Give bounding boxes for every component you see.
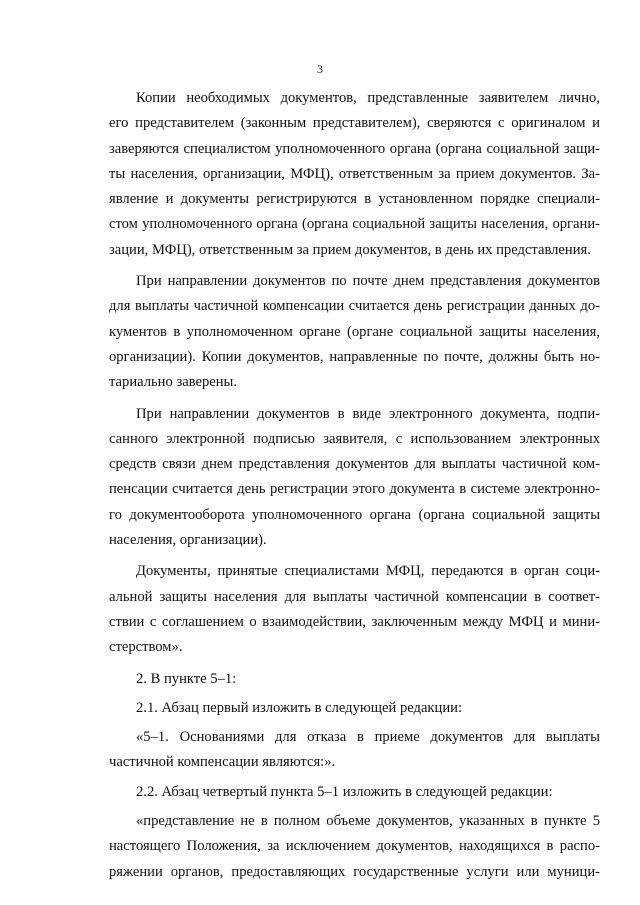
text-line: средств связи днем представления документов для выплаты частичной ком- (109, 456, 600, 473)
text-line: 2.2. Абзац четвертый пункта 5–1 изложить в следующей редакции: (136, 783, 553, 800)
text-line: частичной компенсации являются:». (109, 754, 336, 771)
page-number: 3 (317, 62, 323, 76)
text-line: явление и документы регистрируются в установленном порядке специали- (109, 191, 600, 208)
text-line: зации, МФЦ), ответственным за прием документов, в день их представления. (109, 241, 591, 258)
text-line: заверяются специалистом уполномоченного органа (органа социальной защи- (109, 140, 600, 157)
text-line: ствии с соглашением о взаимодействии, заключенным между МФЦ и мини- (109, 613, 600, 630)
text-line: 2. В пункте 5–1: (136, 670, 237, 687)
document-body (109, 86, 600, 885)
paragraph (109, 725, 600, 776)
paragraph (109, 559, 600, 660)
text-line: настоящего Положения, за исключением документов, находящихся в распо- (109, 838, 600, 855)
paragraph (109, 86, 600, 263)
text-line: 2.1. Абзац первый изложить в следующей редакции: (136, 699, 463, 716)
text-line: его представителем (законным представителем), сверяются с оригиналом и (109, 115, 600, 132)
text-line: «представление не в полном объеме документов, указанных в пункте 5 (136, 813, 600, 830)
text-line: тариально заверены. (109, 374, 238, 391)
text-line: го документооборота уполномоченного органа (органа социальной защиты (109, 506, 600, 523)
paragraph (109, 809, 600, 885)
text-line: альной защиты населения для выплаты частичной компенсации в соответ- (109, 588, 600, 605)
paragraph (109, 667, 600, 692)
text-line: организации). Копии документов, направленные по почте, должны быть но- (109, 348, 600, 365)
text-line: Документы, принятые специалистами МФЦ, передаются в орган соци- (136, 563, 600, 580)
paragraph (109, 402, 600, 554)
text-line: Копии необходимых документов, представленные заявителем лично, (136, 90, 600, 106)
text-line: «5–1. Основаниями для отказа в приеме документов для выплаты (136, 729, 600, 746)
paragraph (109, 269, 600, 395)
text-line: стом уполномоченного органа (органа социальной защиты населения, органи- (109, 216, 600, 233)
text-line: ты населения, организации, МФЦ), ответственным за прием документов. За- (109, 165, 600, 182)
text-line: При направлении документов в виде электронного документа, подпи- (136, 405, 600, 422)
paragraph (109, 780, 600, 805)
text-line: стерством». (109, 639, 183, 656)
text-line: санного электронной подписью заявителя, с использованием электронных (109, 430, 600, 447)
text-line: пенсации считается день регистрации этого документа в системе электронно- (109, 481, 600, 498)
text-line: ряжении органов, предоставляющих государственные услуги или муници- (109, 863, 600, 880)
text-line: кументов в уполномоченном органе (органе социальной защиты населения, (109, 323, 600, 340)
paragraph (109, 696, 600, 721)
text-line: При направлении документов по почте днем представления документов (136, 273, 600, 290)
text-line: для выплаты частичной компенсации считается день регистрации данных до- (109, 298, 600, 315)
text-line: населения, организации). (109, 532, 267, 549)
